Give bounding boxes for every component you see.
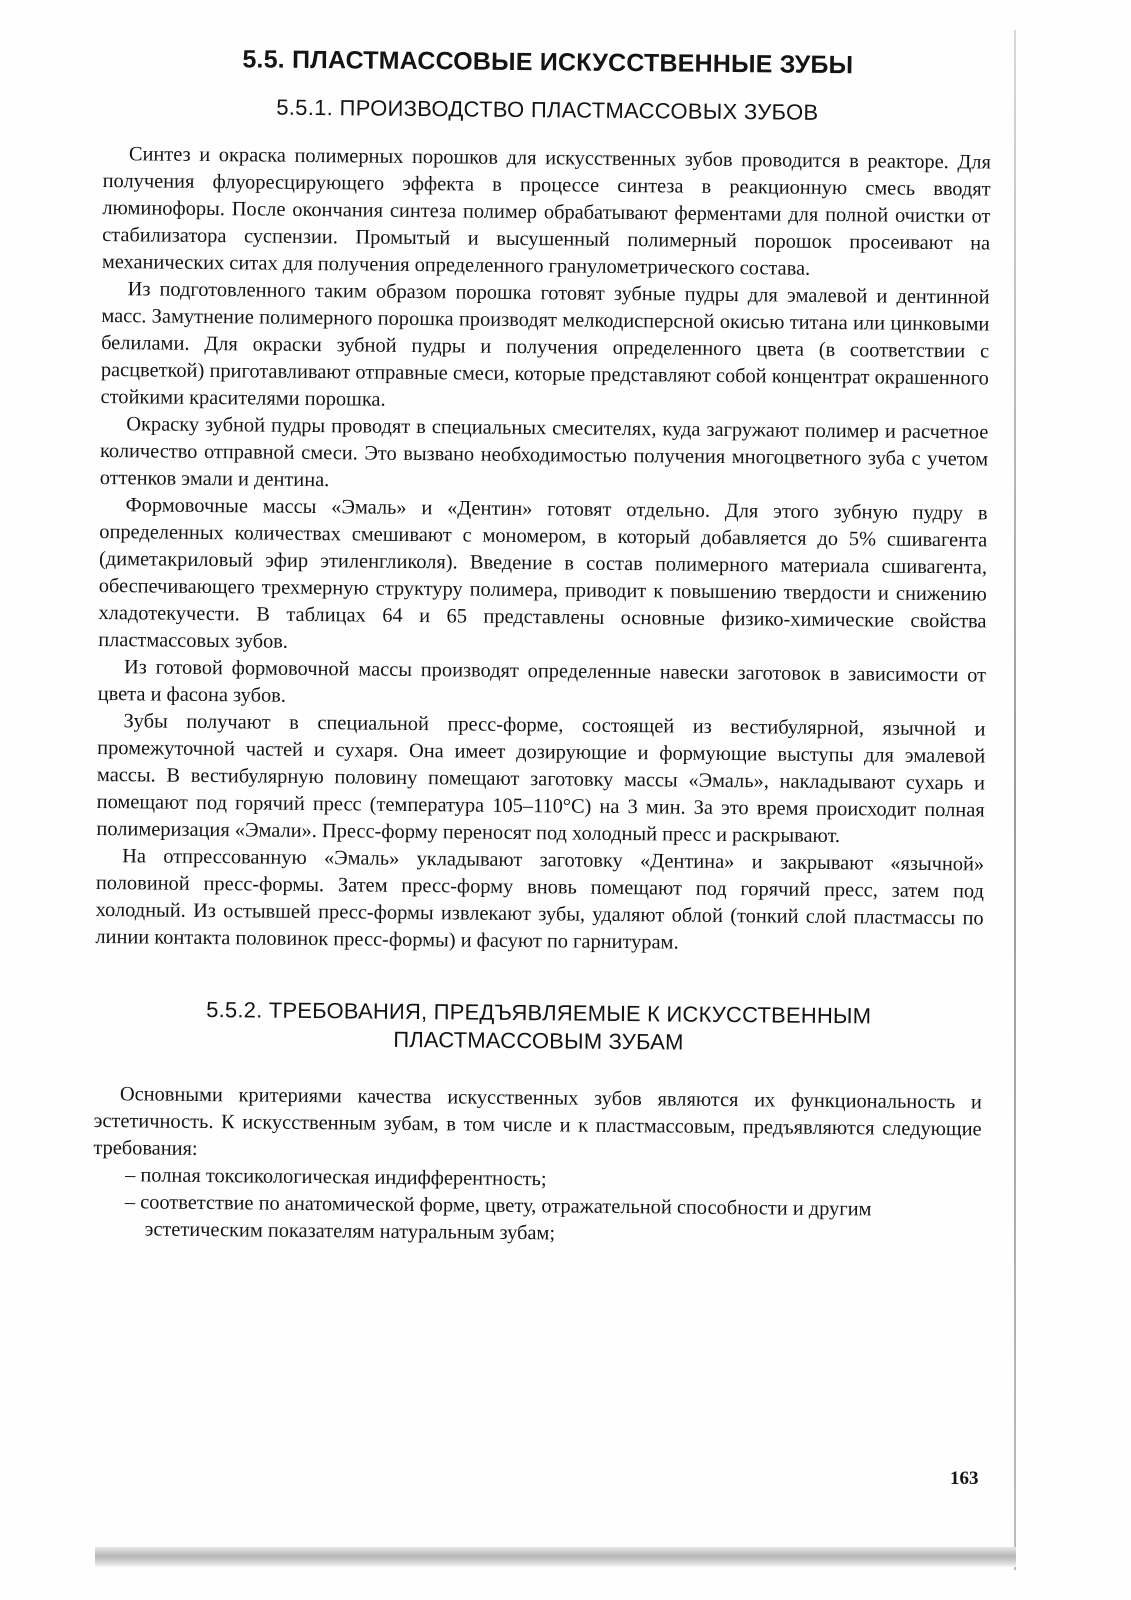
list-item: – соответствие по анатомической форме, цвету, отражательной способности и другим эстетическим показателям натуральным зубам; xyxy=(124,1191,872,1245)
subsection-title-line-2: ПЛАСТМАССОВЫМ ЗУБАМ xyxy=(393,1026,684,1055)
paragraph-coloring: Окраску зубной пудры проводят в специальных смесителях, куда загружают полимер и расчетное количество отправной смеси. Это вызвано необходимостью получения многоцветного зуба с учетом оттенков эмали и дентина. xyxy=(99,413,989,492)
paragraph-dentin: На отпрессованную «Эмаль» укладывают заготовку «Дентина» и закрывают «язычной» половиной пресс-формы. Затем пресс-форму вновь помещают под горячий пресс, затем под холодный. Из остывшей пресс-формы извлекают зубы, удаляют облой (тонкий слой пластмассы по линии контакта половинок пресс-формы) и фасуют по гарнитурам. xyxy=(95,845,985,954)
page-bottom-shadow xyxy=(95,1547,1016,1567)
subsection-title-line-1: 5.5.2. ТРЕБОВАНИЯ, ПРЕДЪЯВЛЯЕМЫЕ К ИСКУССТВЕННЫМ xyxy=(206,997,872,1029)
requirements-list xyxy=(92,1162,981,1252)
section-title: 5.5. ПЛАСТМАССОВЫЕ ИСКУССТВЕННЫЕ ЗУБЫ xyxy=(242,45,854,80)
subsection-title-requirements xyxy=(94,995,982,1060)
paragraph-press-form: Зубы получают в специальной пресс-форме, состоящей из вестибулярной, язычной и промежуточной частей и сухаря. Она имеет дозирующие и формующие выступы для эмалевой массы. В вестибулярную половину помещают заготовку массы «Эмаль», накладывают сухарь и помещают под горячий пресс (температура 105–110°С) на 3 мин. За это время происходит полная полимеризация «Эмали». Пресс-форму переносят под холодный пресс и раскрывают. xyxy=(96,710,986,848)
subsection-title-production: 5.5.1. ПРОИЗВОДСТВО ПЛАСТМАССОВЫХ ЗУБОВ xyxy=(276,94,819,125)
paragraph-requirements-intro: Основными критериями качества искусственных зубов являются их функциональность и эстетичность. К искусственным зубам, в том числе и к пластмассовым, предъявляются следующие требования: xyxy=(93,1083,982,1160)
paragraph-synthesis: Синтез и окраска полимерных порошков для искусственных зубов проводится в реакторе. Для получения флуоресцирующего эффекта в процессе синтеза в реакционную смесь вводят люминофоры. После окончания синтеза полимер обрабатывают ферментами для полной очистки от стабилизатора суспензии. Промытый и высушенный полимерный порошок просеивают на механических ситах для получения определенного гранулометрического состава. xyxy=(101,143,992,280)
paragraph-molding-masses: Формовочные массы «Эмаль» и «Дентин» готовят отдельно. Для этого зубную пудру в определенных количествах смешивают с мономером, в который добавляется до 5% сшивагента (диметакриловый эфир этиленгликоля). Введение в состав полимерного материала сшивагента, обеспечивающего трехмерную структуру полимера, приводит к повышению твердости и снижению хладотекучести. В таблицах 64 и 65 представлены основные физико-химические свойства пластмассовых зубов. xyxy=(98,494,988,653)
list-item: – полная токсикологическая индифферентность; xyxy=(125,1164,547,1191)
page-number: 163 xyxy=(950,1468,979,1489)
page-fold-shadow xyxy=(1014,30,1016,1570)
paragraph-tooth-powders: Из подготовленного таким образом порошка готовят зубные пудры для эмалевой и дентинной масс. Замутнение полимерного порошка производят мелкодисперсной окисью титана или цинковыми белилами. Для окраски зубной пудры и получения определенного цвета (в соответствии с расцветкой) приготавливают отправные смеси, которые представляют собой концентрат окрашенного стойкими красителями порошка. xyxy=(100,278,990,411)
paragraph-blanks: Из готовой формовочной массы производят определенные навески заготовок в зависимости от цвета и фасона зубов. xyxy=(97,656,987,707)
page-content xyxy=(92,44,991,1251)
